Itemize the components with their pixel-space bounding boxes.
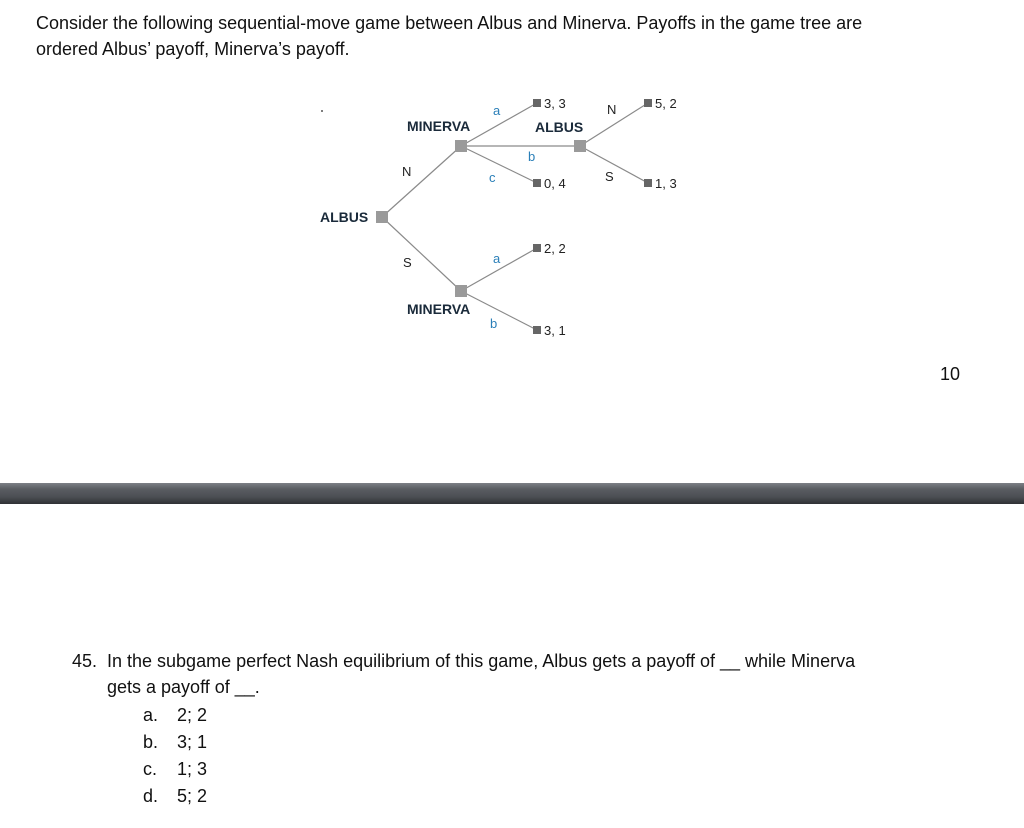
action-albus-n: N: [607, 102, 617, 117]
player-label-albus-second: ALBUS: [535, 119, 584, 135]
node-albus-second: [574, 140, 586, 152]
edge-upper-c: [461, 146, 537, 183]
answer-option-d[interactable]: [143, 783, 207, 810]
action-root-n: N: [402, 164, 412, 179]
edge-albus-s: [580, 146, 648, 183]
option-letter: a.: [143, 705, 159, 725]
payoff-albus-s: 1, 3: [655, 176, 677, 191]
payoff-upper-c: 0, 4: [544, 176, 566, 191]
node-albus-root: [376, 211, 388, 223]
action-root-s: S: [403, 255, 412, 270]
terminal-upper-a: [533, 99, 541, 107]
stray-dot: [321, 110, 323, 112]
player-label-minerva-upper: MINERVA: [407, 118, 471, 134]
payoff-lower-b: 3, 1: [544, 323, 566, 338]
question-line-1: In the subgame perfect Nash equilibrium of this game, Albus gets a payoff of __ while Minerva: [107, 651, 856, 671]
question-block: [0, 504, 1024, 828]
payoff-lower-a: 2, 2: [544, 241, 566, 256]
player-label-albus-root: ALBUS: [320, 209, 369, 225]
action-upper-b: b: [528, 149, 536, 164]
edge-lower-b: [461, 291, 537, 330]
terminal-albus-n: [644, 99, 652, 107]
terminal-lower-b: [533, 326, 541, 334]
action-lower-a: a: [493, 251, 501, 266]
option-letter: c.: [143, 759, 158, 779]
option-text: 3; 1: [177, 732, 208, 752]
option-text: 5; 2: [177, 786, 208, 806]
terminal-lower-a: [533, 244, 541, 252]
payoff-upper-a: 3, 3: [544, 96, 566, 111]
question-text: [72, 648, 972, 700]
action-upper-a: a: [493, 103, 501, 118]
option-text: 2; 2: [177, 705, 208, 725]
page-number: 10: [940, 364, 961, 384]
player-label-minerva-lower: MINERVA: [407, 301, 471, 317]
action-lower-b: b: [490, 316, 498, 331]
question-line-2: gets a payoff of __.: [107, 677, 260, 697]
intro-line-2: ordered Albus’ payoff, Minerva’s payoff.: [36, 39, 350, 59]
terminal-albus-s: [644, 179, 652, 187]
intro-line-1: Consider the following sequential-move game between Albus and Minerva. Payoffs in the game tree are: [36, 13, 863, 33]
answer-option-b[interactable]: [143, 729, 207, 756]
payoff-albus-n: 5, 2: [655, 96, 677, 111]
node-minerva-lower: [455, 285, 467, 297]
page-divider: [0, 483, 1024, 504]
action-upper-c: c: [489, 170, 496, 185]
answer-options: [143, 702, 207, 810]
option-letter: d.: [143, 786, 159, 806]
answer-option-a[interactable]: [143, 702, 207, 729]
action-albus-s: S: [605, 169, 614, 184]
edge-root-n: [382, 146, 461, 217]
option-text: 1; 3: [177, 759, 208, 779]
option-letter: b.: [143, 732, 159, 752]
node-minerva-upper: [455, 140, 467, 152]
terminal-upper-c: [533, 179, 541, 187]
edge-root-s: [382, 217, 461, 291]
question-number: 45.: [72, 651, 98, 671]
answer-option-c[interactable]: [143, 756, 207, 783]
